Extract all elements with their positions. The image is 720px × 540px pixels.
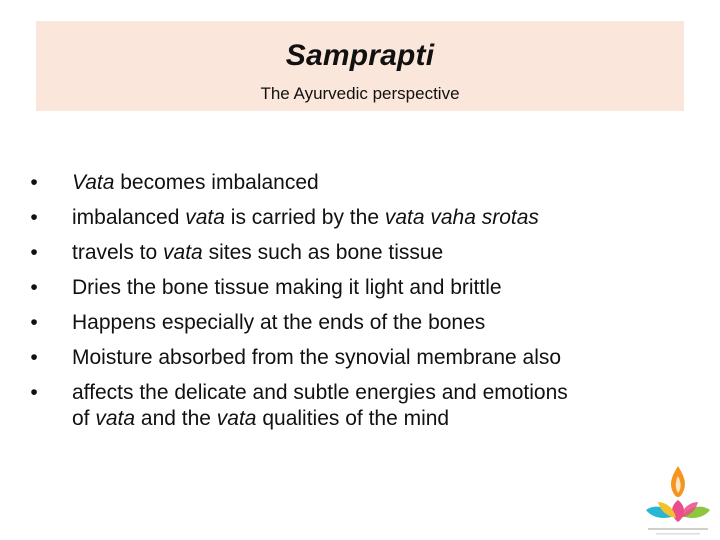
italic-term: vata xyxy=(163,241,203,264)
bullet-item xyxy=(28,340,688,375)
text-run: Moisture absorbed from the synovial membrane also xyxy=(72,346,562,369)
text-run: becomes imbalanced xyxy=(114,171,319,194)
bullet-dot: • xyxy=(30,276,38,299)
bullet-text xyxy=(72,270,688,305)
slide-subtitle: The Ayurvedic perspective xyxy=(260,84,460,103)
bullet-dot: • xyxy=(30,381,38,404)
title-banner xyxy=(36,21,684,111)
italic-term: vata xyxy=(185,206,225,229)
italic-term: vata xyxy=(216,407,257,430)
bullet-dot: • xyxy=(30,311,38,334)
italic-term: Vata xyxy=(72,171,115,194)
bullet-item xyxy=(28,200,688,235)
bullet-list xyxy=(28,165,688,433)
slide-title: Samprapti xyxy=(285,39,435,72)
text-run: of xyxy=(72,407,96,430)
bullet-text xyxy=(72,305,688,340)
bullet-item xyxy=(28,305,688,340)
bullet-dot: • xyxy=(30,241,38,264)
bullet-item xyxy=(28,235,688,270)
bullet-text xyxy=(72,200,688,235)
text-run: affects the delicate and subtle energies and emotions xyxy=(72,381,568,404)
lotus-flame-logo-icon xyxy=(638,462,718,540)
bullet-item xyxy=(28,270,688,305)
bullet-dot: • xyxy=(30,346,38,369)
text-run: Happens especially at the ends of the bones xyxy=(72,311,486,334)
bullet-text-continuation xyxy=(72,405,688,433)
text-run: and the xyxy=(135,407,217,430)
bullet-item xyxy=(28,165,688,200)
bullet-text xyxy=(72,165,688,200)
text-run: Dries the bone tissue making it light and brittle xyxy=(72,276,502,299)
bullet-text xyxy=(72,235,688,270)
text-run: is carried by the xyxy=(224,206,385,229)
italic-term: vata xyxy=(95,407,136,430)
italic-term: vata vaha srotas xyxy=(384,206,539,229)
text-run: imbalanced xyxy=(72,206,186,229)
bullet-dot: • xyxy=(30,206,38,229)
bullet-dot: • xyxy=(30,171,38,194)
text-run: qualities of the mind xyxy=(256,407,450,430)
text-run: sites such as bone tissue xyxy=(202,241,444,264)
bullet-text xyxy=(72,340,688,375)
bullet-item xyxy=(28,375,688,433)
petal-center xyxy=(672,500,684,522)
text-run: travels to xyxy=(72,241,164,264)
